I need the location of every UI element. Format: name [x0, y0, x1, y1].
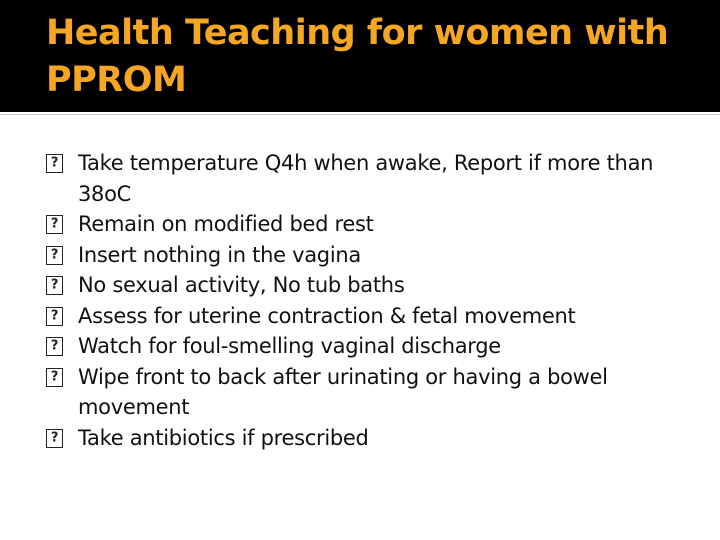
bullet-item — [46, 240, 696, 271]
missing-glyph-icon — [46, 215, 63, 234]
bullet-text: Assess for uterine contraction & fetal movement — [78, 303, 576, 328]
bullet-item — [46, 148, 696, 209]
missing-glyph-icon — [46, 276, 63, 295]
bullet-text: Insert nothing in the vagina — [78, 242, 361, 267]
missing-glyph-icon — [46, 368, 63, 387]
bullet-text: Remain on modified bed rest — [78, 212, 374, 236]
bullet-item — [46, 362, 696, 423]
missing-glyph-icon — [46, 246, 63, 265]
bullet-item — [46, 209, 696, 240]
bullet-item — [46, 423, 696, 454]
bullet-item — [46, 331, 696, 362]
title-divider — [0, 114, 720, 115]
slide-title: Health Teaching for women with PPROM — [46, 13, 669, 100]
bullet-text: No sexual activity, No tub baths — [78, 273, 405, 297]
bullet-item — [46, 301, 696, 332]
missing-glyph-icon — [46, 154, 63, 173]
bullet-text: Watch for foul-smelling vaginal discharge — [78, 334, 501, 358]
missing-glyph-icon — [46, 429, 63, 448]
bullet-text: Wipe front to back after urinating or having a bowel movement — [78, 364, 608, 419]
title-bar — [0, 0, 720, 112]
missing-glyph-icon — [46, 337, 63, 356]
missing-glyph-icon — [46, 307, 63, 326]
bullet-text: Take temperature Q4h when awake, Report if more than 38oC — [78, 151, 654, 206]
bullet-item — [46, 270, 696, 301]
bullet-list — [46, 148, 696, 453]
bullet-text: Take antibiotics if prescribed — [78, 425, 369, 450]
